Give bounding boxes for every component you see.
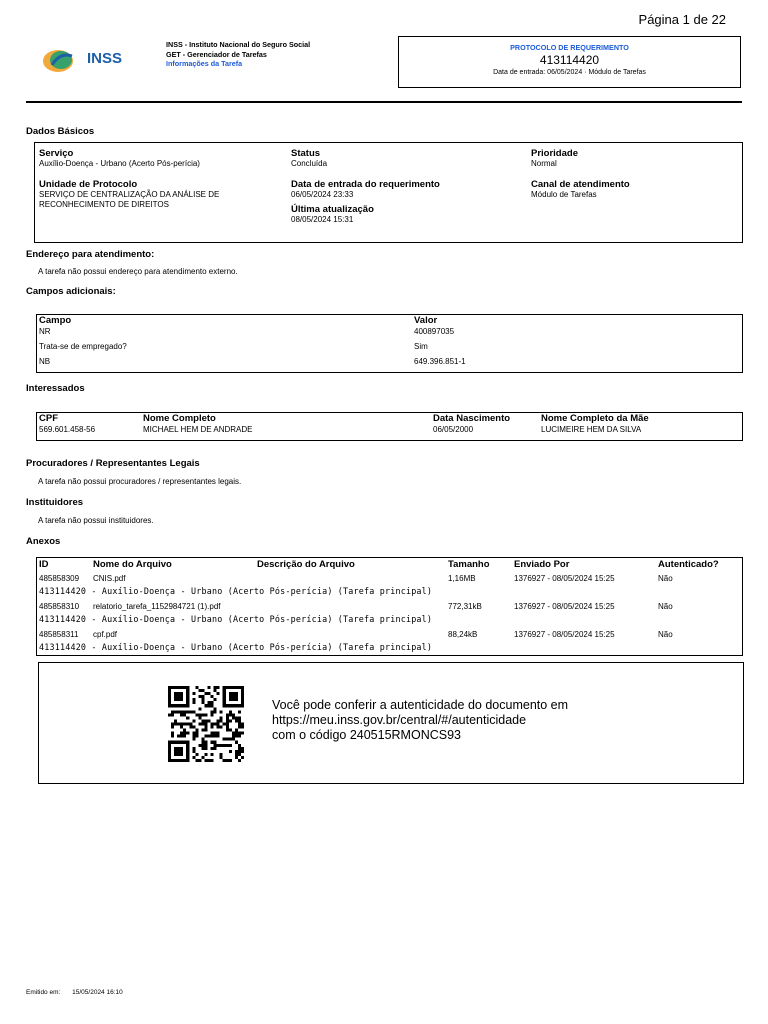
anexo-enviado: 1376927 - 08/05/2024 15:25 xyxy=(514,630,615,639)
anexo-id: 485858311 xyxy=(39,630,79,639)
atualizacao-value: 08/05/2024 15:31 xyxy=(291,214,354,224)
cpf-cell: 569.601.458-56 xyxy=(39,425,96,434)
section-title-instituidores: Instituidores xyxy=(26,497,84,508)
emission-label: Emitido em: xyxy=(26,989,61,996)
servico-value: Auxílio-Doença - Urbano (Acerto Pós-perícia) xyxy=(39,159,200,168)
interessados-table-box xyxy=(36,412,743,441)
atualizacao-label: Última atualização xyxy=(291,203,374,215)
procuradores-note: A tarefa não possui procuradores / representantes legais. xyxy=(38,477,242,486)
anexo-tamanho: 88,24kB xyxy=(448,630,478,639)
inss-logo xyxy=(42,46,132,76)
col-header-campo: Campo xyxy=(39,315,72,326)
col-header-descricao: Descrição do Arquivo xyxy=(257,559,355,570)
campo-cell: NR xyxy=(39,327,51,336)
anexo-autenticado: Não xyxy=(658,574,673,583)
unidade-label: Unidade de Protocolo xyxy=(39,179,138,190)
col-header-nome-arquivo: Nome do Arquivo xyxy=(93,559,172,570)
col-header-cpf: CPF xyxy=(39,413,58,424)
nome-cell: MICHAEL HEM DE ANDRADE xyxy=(143,425,253,434)
document-type: Informações da Tarefa xyxy=(166,59,243,68)
campos-table xyxy=(37,315,742,372)
anexo-nome[interactable]: CNIS.pdf xyxy=(93,574,126,583)
anexo-descricao: 413114420 - Auxílio-Doença - Urbano (Acerto Pós-perícia) (Tarefa principal) xyxy=(39,614,433,624)
col-header-nome: Nome Completo xyxy=(143,413,216,424)
section-title-procuradores: Procuradores / Representantes Legais xyxy=(26,458,200,469)
anexo-row xyxy=(37,629,742,657)
protocol-number: 413114420 xyxy=(539,53,600,67)
valor-cell: 649.396.851-1 xyxy=(414,357,466,366)
header-divider xyxy=(26,101,742,103)
dados-basicos-box xyxy=(34,142,743,243)
emission-date: 15/05/2024 16:10 xyxy=(72,989,123,996)
anexo-autenticado: Não xyxy=(658,602,673,611)
instituidores-note: A tarefa não possui instituidores. xyxy=(38,516,154,525)
table-row xyxy=(37,425,742,434)
verification-code: com o código 240515RMONCS93 xyxy=(272,728,461,742)
campo-cell: Trata-se de empregado? xyxy=(39,342,127,351)
status-value: Concluída xyxy=(291,159,328,168)
anexo-descricao: 413114420 - Auxílio-Doença - Urbano (Acerto Pós-perícia) (Tarefa principal) xyxy=(39,586,433,596)
col-header-nascimento: Data Nascimento xyxy=(433,413,511,424)
section-title-endereco: Endereço para atendimento: xyxy=(26,249,155,260)
section-title-dados-basicos: Dados Básicos xyxy=(26,126,95,137)
protocol-subtitle: Data de entrada: 06/05/2024 · Módulo de Tarefas xyxy=(493,69,646,76)
campo-cell: NB xyxy=(39,357,51,366)
col-header-id: ID xyxy=(39,559,49,570)
canal-value: Módulo de Tarefas xyxy=(531,190,597,199)
prioridade-value: Normal xyxy=(531,159,557,168)
campos-table-box xyxy=(36,314,743,373)
table-row xyxy=(37,327,742,342)
section-title-anexos: Anexos xyxy=(26,536,61,547)
table-row xyxy=(37,357,742,372)
org-name: INSS - Instituto Nacional do Seguro Social xyxy=(166,40,311,49)
protocol-title: PROTOCOLO DE REQUERIMENTO xyxy=(510,43,629,52)
anexo-id: 485858309 xyxy=(39,574,80,583)
anexo-id: 485858310 xyxy=(39,602,80,611)
col-header-tamanho: Tamanho xyxy=(448,559,490,570)
unidade-value: SERVIÇO DE CENTRALIZAÇÃO DA ANÁLISE DE RECONHECIMENTO DE DIREITOS xyxy=(39,190,220,209)
anexo-row xyxy=(37,573,742,601)
emission-footer xyxy=(26,989,123,996)
entrada-value: 06/05/2024 23:33 xyxy=(291,190,354,199)
anexo-enviado: 1376927 - 08/05/2024 15:25 xyxy=(514,602,615,611)
anexo-autenticado: Não xyxy=(658,630,673,639)
col-header-enviado: Enviado Por xyxy=(514,559,570,570)
servico-label: Serviço xyxy=(39,148,74,159)
anexos-table-box xyxy=(36,557,743,656)
system-name: GET - Gerenciador de Tarefas xyxy=(166,49,267,59)
anexo-nome[interactable]: cpf.pdf xyxy=(93,630,118,639)
section-title-interessados: Interessados xyxy=(26,383,85,394)
verification-url[interactable]: https://meu.inss.gov.br/central/#/autenticidade xyxy=(272,713,527,727)
valor-cell: Sim xyxy=(414,342,428,351)
anexo-tamanho: 772,31kB xyxy=(448,602,482,611)
svg-text:INSS: INSS xyxy=(87,50,123,67)
anexo-enviado: 1376927 - 08/05/2024 15:25 xyxy=(514,574,615,583)
entrada-label: Data de entrada do requerimento xyxy=(291,179,440,190)
table-row xyxy=(37,342,742,357)
nascimento-cell: 06/05/2000 xyxy=(433,425,474,434)
mae-cell: LUCIMEIRE HEM DA SILVA xyxy=(541,425,642,434)
canal-label: Canal de atendimento xyxy=(531,179,630,190)
col-header-mae: Nome Completo da Mãe xyxy=(541,413,649,424)
section-title-campos: Campos adicionais: xyxy=(26,286,116,297)
col-header-valor: Valor xyxy=(414,315,438,326)
anexo-nome[interactable]: relatorio_tarefa_1152984721 (1).pdf xyxy=(93,602,221,611)
interessados-table xyxy=(37,413,742,434)
anexo-tamanho: 1,16MB xyxy=(448,574,476,583)
verification-text xyxy=(272,698,568,743)
status-label: Status xyxy=(291,148,321,159)
protocol-box xyxy=(398,36,741,88)
col-header-autenticado: Autenticado? xyxy=(658,559,719,570)
verification-line-1: Você pode conferir a autenticidade do documento em xyxy=(272,698,569,712)
organization-info xyxy=(166,40,310,69)
endereco-note: A tarefa não possui endereço para atendimento externo. xyxy=(38,267,238,276)
page-number: Página 1 de 22 xyxy=(638,12,726,27)
anexo-row xyxy=(37,601,742,629)
valor-cell: 400897035 xyxy=(414,327,455,336)
prioridade-label: Prioridade xyxy=(531,148,578,159)
qr-code-icon[interactable] xyxy=(166,686,246,762)
anexo-descricao: 413114420 - Auxílio-Doença - Urbano (Acerto Pós-perícia) (Tarefa principal) xyxy=(39,642,433,652)
